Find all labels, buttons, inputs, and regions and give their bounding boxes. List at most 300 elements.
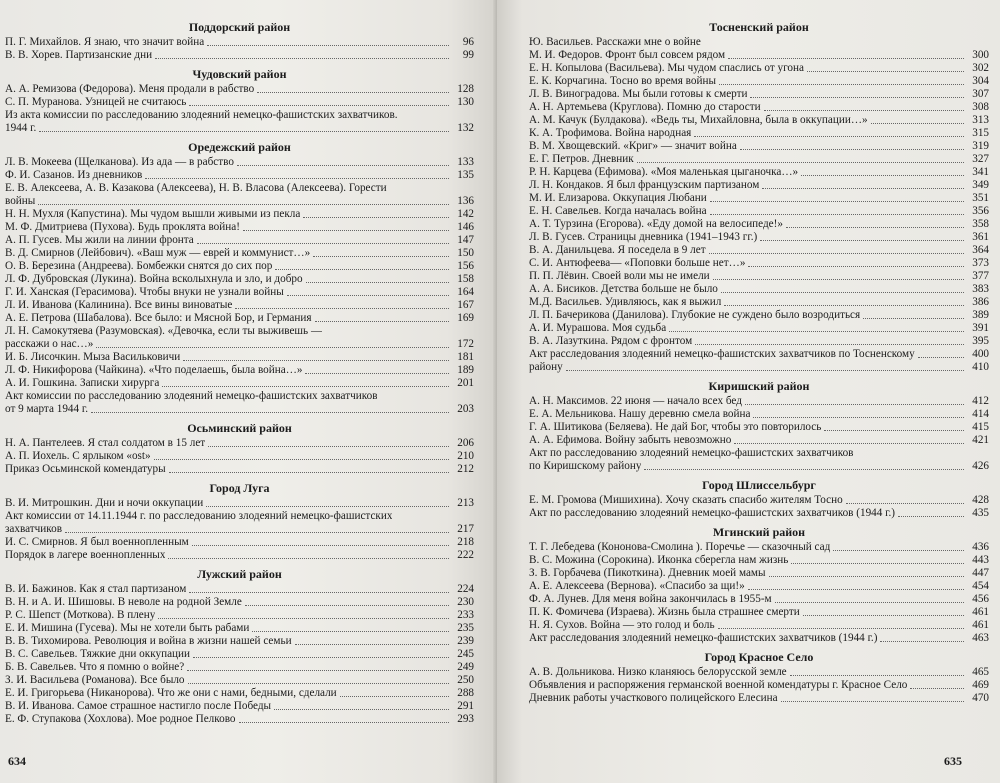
toc-entry: [529, 114, 989, 127]
toc-entry: [529, 619, 989, 632]
toc-entry: [5, 622, 474, 635]
dot-leader: [724, 305, 964, 306]
entry-title: В. Н. и А. И. Шишовы. В неволе на родной Земле: [5, 596, 242, 609]
dot-leader: [96, 347, 449, 348]
entry-page-number: 132: [457, 122, 474, 135]
entry-page-number: 386: [972, 296, 989, 309]
entry-title: Акт расследования злодеяний немецко-фашистских захватчиков по Тосненскому: [529, 348, 915, 361]
dot-leader: [566, 370, 964, 371]
section-heading: Осьминский район: [187, 421, 292, 435]
dot-leader: [257, 92, 449, 93]
left-page: [0, 0, 497, 783]
entry-page-number: 307: [972, 88, 989, 101]
dot-leader: [781, 701, 964, 702]
entry-title: Из акта комиссии по расследованию злодеяний немецко-фашистских захватчиков.: [5, 109, 398, 122]
section-heading: Поддорский район: [188, 20, 291, 34]
dot-leader: [740, 149, 964, 150]
entry-page-number: 135: [457, 169, 474, 182]
toc-entry: [5, 49, 474, 62]
entry-title: Р. Н. Карцева (Ефимова). «Моя маленькая цыганочка…»: [529, 166, 799, 179]
toc-entry: [529, 101, 989, 114]
dot-leader: [753, 417, 964, 418]
toc-entry: [5, 273, 474, 286]
toc-entry: [529, 153, 989, 166]
toc-entry: [5, 36, 474, 49]
entry-title: Л. Ф. Никифорова (Чайкина). «Что поделаешь, была война…»: [5, 364, 303, 377]
section-heading: Город Луга: [209, 481, 270, 495]
section-heading: Оредежский район: [188, 140, 291, 154]
entry-page-number: 136: [457, 195, 474, 208]
dot-leader: [192, 545, 449, 546]
entry-page-number: 327: [972, 153, 989, 166]
dot-leader: [252, 631, 449, 632]
section-heading: Чудовский район: [192, 67, 287, 81]
entry-page-number: 239: [457, 635, 474, 648]
dot-leader: [183, 360, 449, 361]
toc-entry: [529, 231, 989, 244]
entry-title: 1944 г.: [5, 122, 37, 135]
dot-leader: [38, 204, 449, 205]
entry-title: Б. В. Савельев. Что я помню о войне?: [5, 661, 185, 674]
entry-page-number: 210: [457, 450, 474, 463]
dot-leader: [313, 256, 449, 257]
toc-entry: [5, 312, 474, 325]
dot-leader: [769, 576, 964, 577]
dot-leader: [275, 269, 449, 270]
entry-page-number: 217: [457, 523, 474, 536]
entry-page-number: 146: [457, 221, 474, 234]
toc-entry: [529, 296, 989, 309]
toc-entry: [529, 335, 989, 348]
entry-page-number: 435: [972, 507, 989, 520]
entry-page-number: 233: [457, 609, 474, 622]
entry-page-number: 304: [972, 75, 989, 88]
entry-title: О. В. Березина (Андреева). Бомбежки снятся до сих пор: [5, 260, 273, 273]
entry-page-number: 156: [457, 260, 474, 273]
entry-page-number: 319: [972, 140, 989, 153]
dot-leader: [274, 709, 449, 710]
toc-entry: [5, 364, 474, 377]
dot-leader: [846, 503, 964, 504]
toc-entry: [5, 648, 474, 661]
entry-title: В. В. Тихомирова. Революция и война в жизни нашей семьи: [5, 635, 292, 648]
dot-leader: [158, 618, 449, 619]
entry-page-number: 222: [457, 549, 474, 562]
entry-page-number: 377: [972, 270, 989, 283]
entry-title: А. Е. Петрова (Шабалова). Все было: и Мясной Бор, и Германия: [5, 312, 312, 325]
entry-page-number: 351: [972, 192, 989, 205]
toc-entry: [529, 179, 989, 192]
dot-leader: [713, 279, 964, 280]
entry-page-number: 461: [972, 619, 989, 632]
toc-entry: [5, 338, 474, 351]
entry-title: Е. И. Григорьева (Никанорова). Что же они с нами, бедными, сделали: [5, 687, 337, 700]
entry-title: А. П. Гусев. Мы жили на линии фронта: [5, 234, 194, 247]
entry-page-number: 356: [972, 205, 989, 218]
section-heading: Город Красное Село: [704, 650, 814, 664]
entry-page-number: 415: [972, 421, 989, 434]
entry-page-number: 201: [457, 377, 474, 390]
entry-title: В. В. Хорев. Партизанские дни: [5, 49, 153, 62]
toc-entry: [529, 166, 989, 179]
entry-title: А. А. Ефимова. Войну забыть невозможно: [529, 434, 732, 447]
toc-entry: [529, 270, 989, 283]
toc-entry: [5, 437, 474, 450]
toc-entry: [5, 260, 474, 273]
entry-page-number: 130: [457, 96, 474, 109]
dot-leader: [803, 615, 964, 616]
entry-title: Ю. Васильев. Расскажи мне о войне: [529, 36, 701, 49]
entry-title: Акт комиссии от 14.11.1944 г. по расследованию злодеяний немецко-фашистских: [5, 510, 393, 523]
entry-title: З. И. Васильева (Романова). Все было: [5, 674, 185, 687]
dot-leader: [237, 165, 449, 166]
dot-leader: [154, 459, 449, 460]
dot-leader: [710, 214, 964, 215]
entry-title: П. К. Фомичева (Израева). Жизнь была страшнее смерти: [529, 606, 800, 619]
toc-entry: [5, 661, 474, 674]
dot-leader: [748, 589, 964, 590]
left-toc-column: [5, 18, 474, 726]
entry-page-number: 308: [972, 101, 989, 114]
entry-title: Порядок в лагере военнопленных: [5, 549, 166, 562]
entry-page-number: 465: [972, 666, 989, 679]
dot-leader: [168, 558, 449, 559]
entry-title: А. А. Бисиков. Детства больше не было: [529, 283, 718, 296]
entry-title: Е. Н. Савельев. Когда началась война: [529, 205, 707, 218]
dot-leader: [764, 110, 964, 111]
entry-title: захватчиков: [5, 523, 63, 536]
dot-leader: [245, 605, 449, 606]
entry-title: А. Н. Максимов. 22 июня — начало всех бед: [529, 395, 742, 408]
entry-title: Ф. А. Лунев. Для меня война закончилась в 1955-м: [529, 593, 772, 606]
toc-entry: [529, 593, 989, 606]
entry-title: А. П. Иохель. С ярлыком «ost»: [5, 450, 151, 463]
toc-entry: [529, 244, 989, 257]
dot-leader: [748, 266, 964, 267]
dot-leader: [669, 331, 964, 332]
entry-page-number: 469: [972, 679, 989, 692]
toc-entry: [5, 351, 474, 364]
toc-entry: [529, 88, 989, 101]
dot-leader: [39, 131, 449, 132]
entry-page-number: 400: [972, 348, 989, 361]
toc-entry: [5, 377, 474, 390]
entry-title: В. М. Хвощевский. «Криг» — значит война: [529, 140, 737, 153]
entry-page-number: 249: [457, 661, 474, 674]
entry-title: району: [529, 361, 563, 374]
toc-entry: [5, 299, 474, 312]
toc-entry: [5, 96, 474, 109]
dot-leader: [910, 688, 964, 689]
entry-page-number: 235: [457, 622, 474, 635]
entry-page-number: 410: [972, 361, 989, 374]
dot-leader: [833, 550, 964, 551]
entry-title: Акт по расследованию злодеяний немецко-фашистских захватчиков (1944 г.): [529, 507, 896, 520]
entry-title: Дневник работы участкового полицейского Елесина: [529, 692, 778, 705]
entry-title: Акт по расследованию злодеяний немецко-фашистских захватчиков: [529, 447, 854, 460]
entry-title: Н. Я. Сухов. Война — это голод и боль: [529, 619, 715, 632]
toc-entry: [5, 583, 474, 596]
entry-title: Л. В. Мокеева (Щелканова). Из ада — в рабство: [5, 156, 234, 169]
dot-leader: [162, 386, 449, 387]
dot-leader: [775, 602, 964, 603]
entry-title: А. И. Гошкина. Записки хирурга: [5, 377, 160, 390]
right-page: [497, 0, 1000, 783]
entry-page-number: 391: [972, 322, 989, 335]
entry-page-number: 461: [972, 606, 989, 619]
dot-leader: [709, 253, 964, 254]
entry-title: Н. А. Пантелеев. Я стал солдатом в 15 лет: [5, 437, 206, 450]
toc-entry: [5, 286, 474, 299]
toc-entry: [5, 510, 474, 523]
entry-title: И. С. Смирнов. Я был военнопленным: [5, 536, 189, 549]
entry-page-number: 172: [457, 338, 474, 351]
toc-entry: [5, 247, 474, 260]
toc-entry: [529, 692, 989, 705]
dot-leader: [762, 188, 964, 189]
toc-entry: [5, 596, 474, 609]
entry-title: В. А. Данильцева. Я поседела в 9 лет: [529, 244, 706, 257]
entry-page-number: 341: [972, 166, 989, 179]
entry-page-number: 364: [972, 244, 989, 257]
dot-leader: [206, 506, 449, 507]
dot-leader: [718, 628, 964, 629]
entry-title: В. И. Митрошкин. Дни и ночи оккупации: [5, 497, 204, 510]
entry-title: П. Г. Михайлов. Я знаю, что значит война: [5, 36, 205, 49]
dot-leader: [91, 412, 449, 413]
dot-leader: [197, 243, 449, 244]
entry-title: Т. Г. Лебедева (Кононова-Смолина ). Поречье — сказочный сад: [529, 541, 831, 554]
toc-entry: [529, 75, 989, 88]
toc-entry: [529, 218, 989, 231]
dot-leader: [235, 308, 449, 309]
toc-entry: [529, 447, 989, 460]
entry-page-number: 133: [457, 156, 474, 169]
entry-title: В. И. Бажинов. Как я стал партизаном: [5, 583, 187, 596]
right-page-number: 635: [944, 754, 962, 768]
entry-title: Л. Н. Самокутяева (Разумовская). «Девочка, если ты выживешь —: [5, 325, 323, 338]
entry-page-number: 250: [457, 674, 474, 687]
toc-entry: [529, 192, 989, 205]
entry-title: А. Е. Алексеева (Вернова). «Спасибо за щи!»: [529, 580, 745, 593]
entry-title: П. П. Лёвин. Своей воли мы не имели: [529, 270, 710, 283]
entry-title: от 9 марта 1944 г.: [5, 403, 89, 416]
toc-entry: [529, 494, 989, 507]
toc-entry: [529, 205, 989, 218]
entry-title: Е. Г. Петров. Дневник: [529, 153, 634, 166]
dot-leader: [801, 175, 964, 176]
toc-entry: [5, 700, 474, 713]
toc-entry: [529, 408, 989, 421]
toc-entry: [5, 450, 474, 463]
entry-title: В. А. Лазуткина. Рядом с фронтом: [529, 335, 693, 348]
entry-page-number: 142: [457, 208, 474, 221]
dot-leader: [807, 71, 964, 72]
dot-leader: [239, 722, 449, 723]
toc-entry: [529, 606, 989, 619]
toc-entry: [5, 403, 474, 416]
toc-entry: [5, 208, 474, 221]
dot-leader: [871, 123, 964, 124]
section-heading: Лужский район: [197, 567, 282, 581]
dot-leader: [790, 675, 964, 676]
toc-entry: [529, 395, 989, 408]
entry-page-number: 224: [457, 583, 474, 596]
entry-page-number: 213: [457, 497, 474, 510]
toc-entry: [529, 421, 989, 434]
toc-entry: [529, 36, 989, 49]
dot-leader: [243, 230, 449, 231]
entry-page-number: 313: [972, 114, 989, 127]
entry-page-number: 212: [457, 463, 474, 476]
entry-title: Г. А. Шитикова (Беляева). Не дай Бог, чтобы это повторилось: [529, 421, 822, 434]
entry-page-number: 167: [457, 299, 474, 312]
dot-leader: [824, 430, 964, 431]
entry-page-number: 189: [457, 364, 474, 377]
toc-entry: [5, 635, 474, 648]
dot-leader: [295, 644, 449, 645]
entry-page-number: 218: [457, 536, 474, 549]
entry-title: Е. Н. Копылова (Васильева). Мы чудом спаслись от угона: [529, 62, 804, 75]
entry-page-number: 245: [457, 648, 474, 661]
entry-title: Ф. И. Сазанов. Из дневников: [5, 169, 143, 182]
toc-entry: [529, 666, 989, 679]
entry-page-number: 315: [972, 127, 989, 140]
entry-page-number: 96: [462, 36, 474, 49]
toc-entry: [529, 567, 989, 580]
entry-page-number: 412: [972, 395, 989, 408]
entry-page-number: 300: [972, 49, 989, 62]
entry-title: В. С. Можина (Сорокина). Иконка сберегла нам жизнь: [529, 554, 789, 567]
toc-entry: [5, 83, 474, 96]
toc-entry: [5, 713, 474, 726]
entry-page-number: 436: [972, 541, 989, 554]
entry-page-number: 203: [457, 403, 474, 416]
entry-page-number: 358: [972, 218, 989, 231]
entry-page-number: 150: [457, 247, 474, 260]
entry-title: Е. М. Громова (Мишихина). Хочу сказать спасибо жителям Тосно: [529, 494, 843, 507]
entry-title: А. Н. Артемьева (Круглова). Помню до старости: [529, 101, 761, 114]
entry-page-number: 456: [972, 593, 989, 606]
entry-title: расскажи о нас…»: [5, 338, 94, 351]
entry-page-number: 288: [457, 687, 474, 700]
entry-page-number: 395: [972, 335, 989, 348]
toc-entry: [5, 182, 474, 195]
dot-leader: [188, 683, 449, 684]
section-heading: Тосненский район: [709, 20, 809, 34]
dot-leader: [287, 295, 449, 296]
entry-page-number: 361: [972, 231, 989, 244]
toc-entry: [529, 322, 989, 335]
toc-entry: [5, 674, 474, 687]
dot-leader: [750, 97, 964, 98]
entry-title: Л. В. Гусев. Страницы дневника (1941–1943 гг.): [529, 231, 758, 244]
entry-page-number: 230: [457, 596, 474, 609]
dot-leader: [208, 446, 449, 447]
entry-title: З. В. Горбачева (Пикоткина). Дневник моей мамы: [529, 567, 766, 580]
entry-title: М. И. Елизарова. Оккупация Любани: [529, 192, 707, 205]
entry-title: Акт расследования злодеяний немецко-фашистских захватчиков (1944 г.): [529, 632, 878, 645]
dot-leader: [880, 641, 964, 642]
entry-page-number: 158: [457, 273, 474, 286]
section-heading: Мгинский район: [712, 525, 806, 539]
entry-title: А. И. Мурашова. Моя судьба: [529, 322, 667, 335]
entry-title: Е. В. Алексеева, А. В. Казакова (Алексеева), Н. В. Власова (Алексеева). Горести: [5, 182, 387, 195]
dot-leader: [710, 201, 964, 202]
toc-entry: [5, 463, 474, 476]
toc-entry: [529, 49, 989, 62]
entry-title: Приказ Осьминской комендатуры: [5, 463, 166, 476]
toc-entry: [5, 122, 474, 135]
toc-entry: [529, 140, 989, 153]
toc-entry: [5, 109, 474, 122]
dot-leader: [786, 227, 964, 228]
entry-title: М. И. Федоров. Фронт был совсем рядом: [529, 49, 726, 62]
toc-entry: [529, 283, 989, 296]
entry-page-number: 414: [972, 408, 989, 421]
entry-title: Е. А. Мельникова. Нашу деревню смела война: [529, 408, 751, 421]
dot-leader: [745, 404, 964, 405]
toc-entry: [5, 549, 474, 562]
dot-leader: [306, 282, 449, 283]
toc-entry: [5, 221, 474, 234]
entry-page-number: 147: [457, 234, 474, 247]
entry-title: А. В. Дольникова. Низко кланяюсь белорусской земле: [529, 666, 787, 679]
entry-page-number: 389: [972, 309, 989, 322]
toc-entry: [5, 156, 474, 169]
entry-title: Акт комиссии по расследованию злодеяний немецко-фашистских захватчиков: [5, 390, 378, 403]
dot-leader: [315, 321, 450, 322]
entry-title: И. Б. Лисочкин. Мыза Васильковичи: [5, 351, 181, 364]
entry-title: войны: [5, 195, 36, 208]
entry-page-number: 293: [457, 713, 474, 726]
entry-title: Л. Ф. Дубровская (Лукина). Война всколыхнула и зло, и добро: [5, 273, 303, 286]
toc-entry: [5, 609, 474, 622]
toc-entry: [529, 361, 989, 374]
entry-page-number: 291: [457, 700, 474, 713]
dot-leader: [898, 516, 964, 517]
entry-title: М. Ф. Дмитриева (Пухова). Будь проклята война!: [5, 221, 240, 234]
dot-leader: [694, 136, 964, 137]
toc-entry: [5, 497, 474, 510]
entry-page-number: 426: [972, 460, 989, 473]
dot-leader: [189, 592, 449, 593]
toc-entry: [529, 62, 989, 75]
dot-leader: [918, 357, 964, 358]
toc-entry: [5, 195, 474, 208]
entry-page-number: 206: [457, 437, 474, 450]
entry-page-number: 421: [972, 434, 989, 447]
dot-leader: [791, 563, 964, 564]
entry-page-number: 164: [457, 286, 474, 299]
dot-leader: [193, 657, 449, 658]
entry-title: Л. Н. Кондаков. Я был французским партизаном: [529, 179, 760, 192]
dot-leader: [644, 469, 964, 470]
entry-page-number: 181: [457, 351, 474, 364]
entry-title: Л. В. Виноградова. Мы были готовы к смерти: [529, 88, 748, 101]
entry-title: А. А. Ремизова (Федорова). Меня продали в рабство: [5, 83, 255, 96]
dot-leader: [719, 84, 964, 85]
entry-title: Р. С. Шепст (Моткова). В плену: [5, 609, 156, 622]
section-heading: Киришский район: [708, 379, 810, 393]
toc-entry: [529, 460, 989, 473]
dot-leader: [728, 58, 964, 59]
toc-entry: [5, 325, 474, 338]
entry-title: С. П. Муранова. Узницей не считаюсь: [5, 96, 187, 109]
toc-entry: [529, 127, 989, 140]
dot-leader: [155, 58, 449, 59]
entry-title: по Киришскому району: [529, 460, 642, 473]
